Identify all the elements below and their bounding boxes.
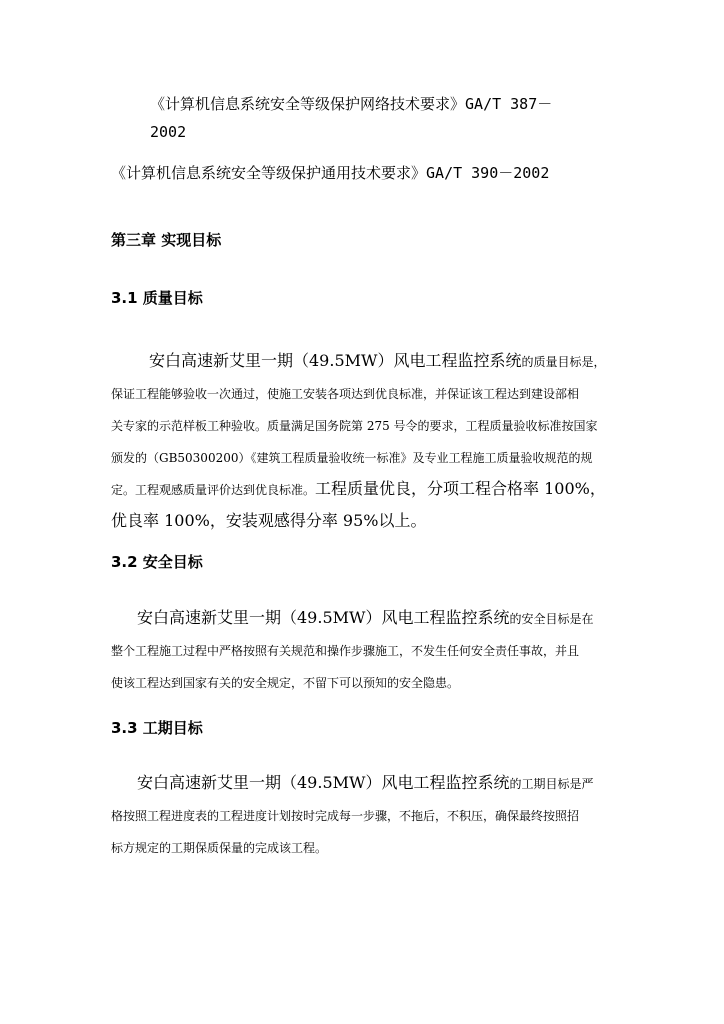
text-run: 整个工程施工过程中严格按照有关规范和操作步骤施工，不发生任何安全责任事故，并且 <box>111 644 580 658</box>
text-line <box>111 409 617 441</box>
text-run: 保证工程能够验收一次通过，使施工安装各项达到优良标准，并保证该工程达到建设部相 <box>111 387 580 401</box>
text-run: 安白高速新艾里一期（49.5MW）风电工程监控系统 <box>137 773 510 792</box>
text-run: 标方规定的工期保质保量的完成该工程。 <box>111 841 328 855</box>
text-run: 安白高速新艾里一期（49.5MW）风电工程监控系统 <box>137 608 510 627</box>
text-run: 优良率 100%，安装观感得分率 95%以上。 <box>111 511 427 530</box>
text-line <box>111 831 617 863</box>
text-line <box>111 505 617 537</box>
text-line <box>111 441 617 473</box>
text-line <box>111 473 617 505</box>
reference-1-line-2: 2002 <box>150 123 187 141</box>
section-heading-quality: 3.1 质量目标 <box>111 289 203 307</box>
text-run: 格按照工程进度表的工程进度计划按时完成每一步骤，不拖后，不积压，确保最终按照招 <box>111 809 580 823</box>
section-body-safety <box>111 602 617 698</box>
text-run: 定。工程观感质量评价达到优良标准。 <box>111 483 316 497</box>
text-run: 颁发的（GB50300200）《建筑工程质量验收统一标准》及专业工程施工质量验收规范的规 <box>111 451 593 465</box>
section-heading-schedule: 3.3 工期目标 <box>111 719 203 737</box>
text-run: 的安全目标是在 <box>509 612 594 626</box>
text-run: 工程质量优良，分项工程合格率 100%， <box>315 479 606 498</box>
reference-1-line-1: 《计算机信息系统安全等级保护网络技术要求》GA/T 387－ <box>150 95 553 113</box>
section-body-schedule <box>111 767 617 863</box>
chapter-title: 第三章 实现目标 <box>111 231 222 249</box>
text-run: 的工期目标是严 <box>509 777 594 791</box>
text-line <box>111 799 617 831</box>
section-heading-safety: 3.2 安全目标 <box>111 553 203 571</box>
text-line <box>111 377 617 409</box>
text-line <box>111 634 617 666</box>
text-run: 的质量目标是， <box>521 355 606 369</box>
reference-2: 《计算机信息系统安全等级保护通用技术要求》GA/T 390－2002 <box>111 164 550 182</box>
text-line <box>111 602 617 634</box>
text-line <box>111 345 617 377</box>
text-line <box>111 767 617 799</box>
text-run: 安白高速新艾里一期（49.5MW）风电工程监控系统 <box>149 351 522 370</box>
text-run: 使该工程达到国家有关的安全规定，不留下可以预知的安全隐患。 <box>111 676 460 690</box>
text-line <box>111 666 617 698</box>
text-run: 关专家的示范样板工种验收。质量满足国务院第 275 号令的要求，工程质量验收标准按国家 <box>111 419 598 433</box>
section-body-quality <box>111 345 617 537</box>
